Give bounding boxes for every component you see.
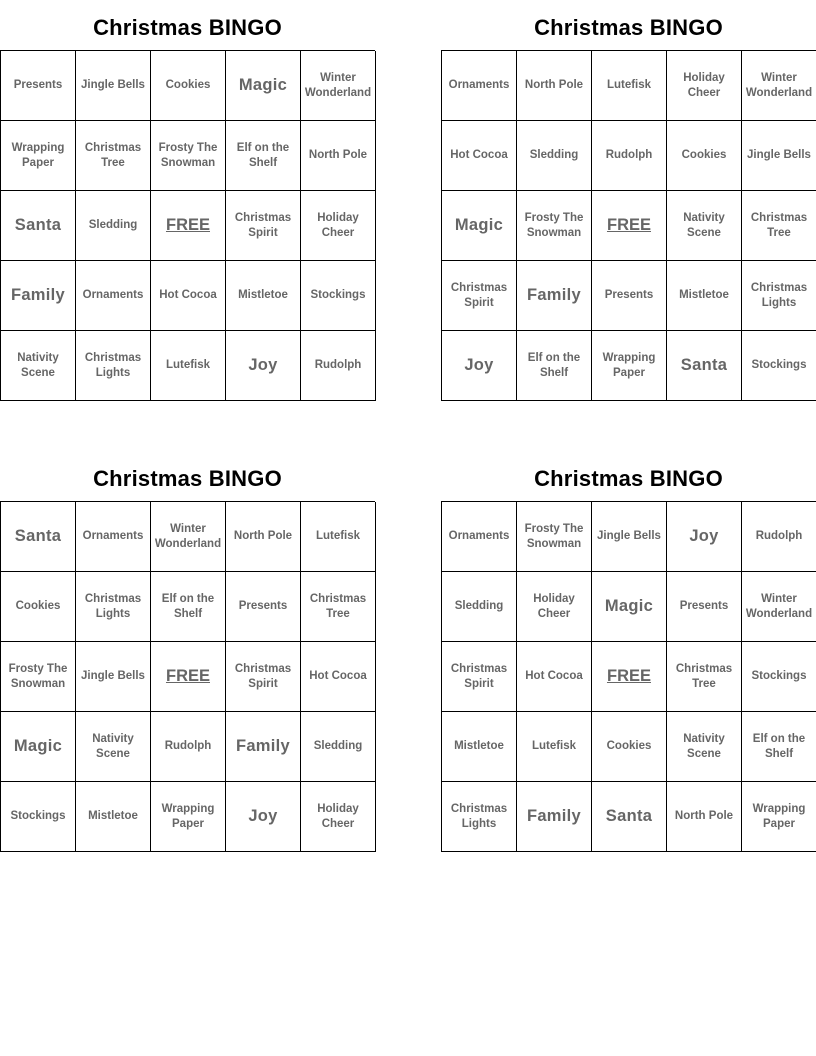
bingo-cell: Magic [1, 712, 76, 782]
bingo-grid [441, 50, 816, 401]
bingo-cell: Christmas Lights [742, 261, 816, 331]
card-title: Christmas BINGO [534, 15, 723, 40]
bingo-cell: Nativity Scene [667, 191, 742, 261]
bingo-cell: Joy [667, 502, 742, 572]
bingo-cell: Wrapping Paper [151, 782, 226, 852]
bingo-grid [0, 501, 375, 852]
bingo-cell: Presents [1, 51, 76, 121]
bingo-cell: Frosty The Snowman [1, 642, 76, 712]
bingo-cell: Family [1, 261, 76, 331]
bingo-cell: Rudolph [592, 121, 667, 191]
bingo-card-4 [441, 451, 816, 852]
bingo-cell: North Pole [226, 502, 301, 572]
card-title: Christmas BINGO [93, 15, 282, 40]
bingo-cell: Cookies [1, 572, 76, 642]
bingo-cell: Lutefisk [517, 712, 592, 782]
bingo-cell: Frosty The Snowman [151, 121, 226, 191]
bingo-cell: Santa [667, 331, 742, 401]
free-space-cell: FREE [592, 191, 667, 261]
bingo-cell: Holiday Cheer [517, 572, 592, 642]
bingo-cell: Mistletoe [76, 782, 151, 852]
bingo-cell: Wrapping Paper [1, 121, 76, 191]
bingo-cell: Christmas Spirit [442, 261, 517, 331]
bingo-cell: Christmas Lights [442, 782, 517, 852]
bingo-cell: Elf on the Shelf [517, 331, 592, 401]
bingo-cell: Frosty The Snowman [517, 191, 592, 261]
bingo-cell: Christmas Spirit [226, 191, 301, 261]
bingo-cell: Sledding [442, 572, 517, 642]
bingo-cell: Frosty The Snowman [517, 502, 592, 572]
bingo-cell: Ornaments [76, 261, 151, 331]
bingo-cell: Hot Cocoa [151, 261, 226, 331]
bingo-cell: Christmas Lights [76, 331, 151, 401]
bingo-cell: Rudolph [151, 712, 226, 782]
bingo-card-2 [441, 0, 816, 401]
bingo-cell: North Pole [667, 782, 742, 852]
bingo-cell: Presents [226, 572, 301, 642]
bingo-cell: Hot Cocoa [517, 642, 592, 712]
bingo-cell: Christmas Spirit [226, 642, 301, 712]
bingo-cell: Cookies [667, 121, 742, 191]
bingo-cell: Presents [667, 572, 742, 642]
free-space-cell: FREE [151, 191, 226, 261]
bingo-cell: Sledding [517, 121, 592, 191]
bingo-cell: Holiday Cheer [667, 51, 742, 121]
bingo-cell: Winter Wonderland [742, 51, 816, 121]
bingo-cell: Stockings [742, 642, 816, 712]
bingo-cell: Elf on the Shelf [151, 572, 226, 642]
bingo-cell: Sledding [301, 712, 376, 782]
bingo-cell: Cookies [592, 712, 667, 782]
bingo-cell: Mistletoe [226, 261, 301, 331]
bingo-cell: Jingle Bells [592, 502, 667, 572]
bingo-cell: Hot Cocoa [301, 642, 376, 712]
bingo-cell: Mistletoe [442, 712, 517, 782]
free-space-cell: FREE [151, 642, 226, 712]
bingo-cell: Elf on the Shelf [742, 712, 816, 782]
bingo-cell: Christmas Tree [76, 121, 151, 191]
bingo-cell: Christmas Lights [76, 572, 151, 642]
bingo-cell: Ornaments [442, 502, 517, 572]
bingo-cell: Magic [226, 51, 301, 121]
bingo-cell: Christmas Spirit [442, 642, 517, 712]
bingo-card-1 [0, 0, 375, 401]
bingo-cell: Sledding [76, 191, 151, 261]
bingo-cell: Jingle Bells [742, 121, 816, 191]
bingo-cell: Stockings [742, 331, 816, 401]
bingo-cell: Joy [226, 331, 301, 401]
bingo-cell: Lutefisk [592, 51, 667, 121]
bingo-cell: Santa [1, 191, 76, 261]
bingo-cell: Christmas Tree [301, 572, 376, 642]
bingo-cell: Ornaments [442, 51, 517, 121]
bingo-cell: Stockings [1, 782, 76, 852]
bingo-cell: Cookies [151, 51, 226, 121]
bingo-cell: Mistletoe [667, 261, 742, 331]
bingo-cell: Santa [592, 782, 667, 852]
bingo-cell: Joy [442, 331, 517, 401]
bingo-cell: Holiday Cheer [301, 191, 376, 261]
bingo-cell: Lutefisk [301, 502, 376, 572]
bingo-cell: Magic [592, 572, 667, 642]
bingo-cell: Family [517, 782, 592, 852]
bingo-cell: Nativity Scene [667, 712, 742, 782]
bingo-cell: Rudolph [301, 331, 376, 401]
bingo-cell: Holiday Cheer [301, 782, 376, 852]
free-space-cell: FREE [592, 642, 667, 712]
bingo-cell: Hot Cocoa [442, 121, 517, 191]
bingo-cell: Wrapping Paper [592, 331, 667, 401]
bingo-cell: Winter Wonderland [301, 51, 376, 121]
bingo-cell: Magic [442, 191, 517, 261]
bingo-cell: Winter Wonderland [151, 502, 226, 572]
bingo-grid [441, 501, 816, 852]
card-title: Christmas BINGO [534, 466, 723, 491]
bingo-cell: Winter Wonderland [742, 572, 816, 642]
bingo-cell: Family [226, 712, 301, 782]
bingo-cell: Nativity Scene [76, 712, 151, 782]
bingo-cell: Rudolph [742, 502, 816, 572]
bingo-card-3 [0, 451, 375, 852]
card-title: Christmas BINGO [93, 466, 282, 491]
bingo-cell: Jingle Bells [76, 51, 151, 121]
bingo-cell: Christmas Tree [742, 191, 816, 261]
bingo-cell: Joy [226, 782, 301, 852]
bingo-cell: Nativity Scene [1, 331, 76, 401]
bingo-cell: North Pole [517, 51, 592, 121]
bingo-grid [0, 50, 375, 401]
bingo-cell: North Pole [301, 121, 376, 191]
bingo-cell: Jingle Bells [76, 642, 151, 712]
bingo-cell: Elf on the Shelf [226, 121, 301, 191]
bingo-cell: Presents [592, 261, 667, 331]
bingo-cell: Family [517, 261, 592, 331]
bingo-cell: Santa [1, 502, 76, 572]
bingo-cell: Wrapping Paper [742, 782, 816, 852]
bingo-cell: Stockings [301, 261, 376, 331]
bingo-cell: Ornaments [76, 502, 151, 572]
bingo-cell: Lutefisk [151, 331, 226, 401]
bingo-cell: Christmas Tree [667, 642, 742, 712]
